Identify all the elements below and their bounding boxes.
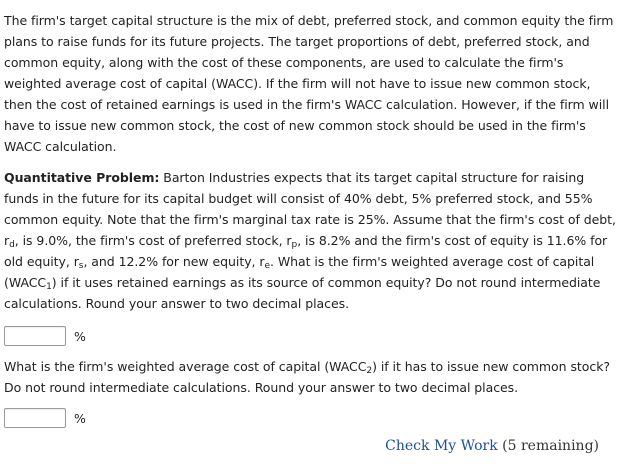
remaining-attempts: (5 remaining) [502,438,599,454]
wacc1-answer-row [4,324,620,348]
question-content [4,10,620,430]
problem-text-3: , is 8.2% and the firm's cost of equity is 11.6% for old equity, r [4,233,608,269]
problem-text-1: Barton Industries expects that its target capital structure for raising funds in the future for its capital budget will consist of 40% debt, 5% preferred stock, and 55% common equity. Note that the firm's marginal tax rate is 25%. Assume that the firm's cost of debt, r [4,170,616,248]
wacc2-percent-label: % [74,410,86,426]
problem-paragraph [4,167,620,314]
problem-text-6: ) if it uses retained earnings as its source of common equity? Do not round intermediate calculations. Round your answer to two decimal places. [4,275,601,311]
question2-paragraph [4,356,620,398]
wacc1-percent-label: % [74,328,86,344]
sub-1: 1 [46,282,52,292]
sub-2: 2 [366,366,373,376]
problem-label: Quantitative Problem: [4,170,160,185]
check-my-work-area [385,438,599,454]
intro-paragraph: The firm's target capital structure is the mix of debt, preferred stock, and common equity the firm plans to raise funds for its future projects. The target proportions of debt, preferred stock, and common equity, along with the cost of these components, are used to calculate the firm's weighted average cost of capital (WACC). If the firm will not have to issue new common stock, then the cost of retained earnings is used in the firm's WACC calculation. However, if the firm will have to issue new common stock, the cost of new common stock should be used in the firm's WACC calculation. [4,13,614,154]
wacc1-input[interactable] [4,326,66,346]
sub-d: d [9,240,15,250]
question2-text-2: ) if it has to issue new common stock? Do not round intermediate calculations. Round your answer to two decimal places. [4,359,610,395]
wacc2-input[interactable] [4,408,66,428]
problem-text-5: . What is the firm's weighted average cost of capital (WACC [4,254,595,290]
problem-text-4: , and 12.2% for new equity, r [83,254,265,269]
question2-text-1: What is the firm's weighted average cost of capital (WACC [4,359,367,374]
problem-text-2: , is 9.0%, the firm's cost of preferred stock, r [14,233,292,248]
sub-s: s [78,261,84,271]
check-my-work-link[interactable]: Check My Work [385,438,498,454]
wacc2-answer-row [4,406,620,430]
sub-e: e [264,261,270,271]
sub-p: p [291,240,298,250]
